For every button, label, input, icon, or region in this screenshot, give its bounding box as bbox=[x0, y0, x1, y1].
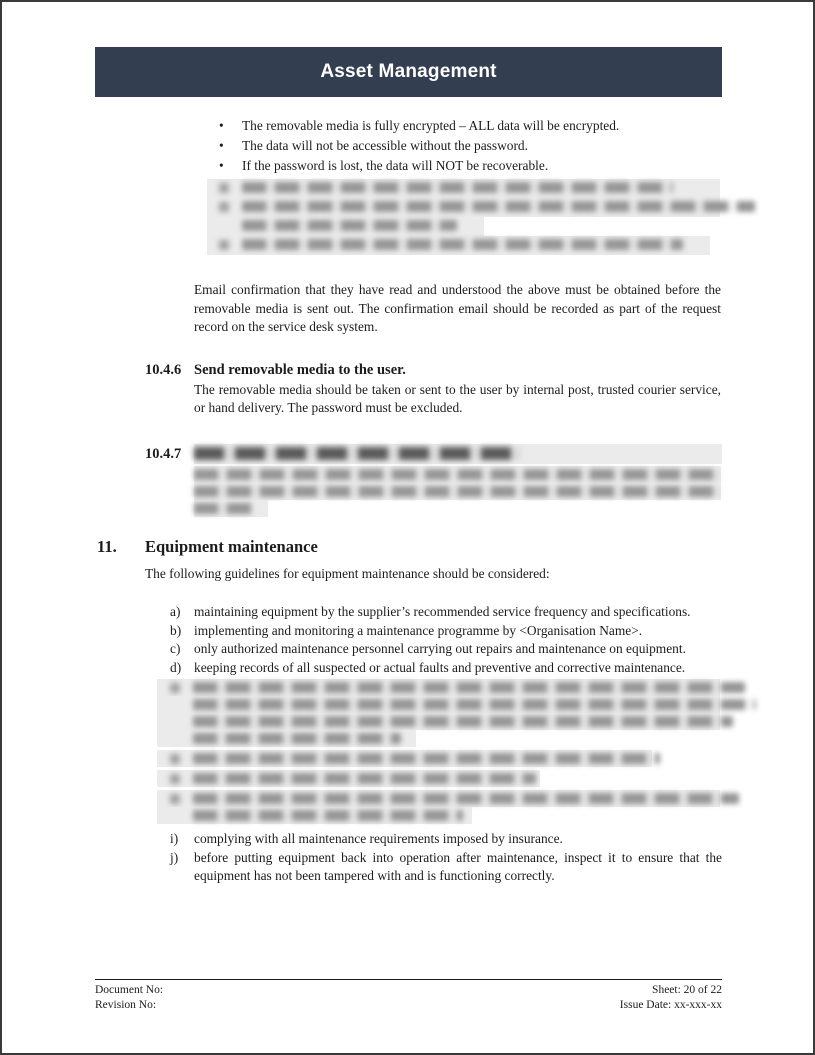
list-item bbox=[170, 622, 722, 641]
page-content bbox=[95, 47, 722, 886]
redacted-text-line bbox=[242, 239, 683, 250]
heading-10-4-6 bbox=[145, 360, 722, 380]
redacted-section-title bbox=[194, 444, 722, 464]
redacted-text-line bbox=[194, 447, 521, 460]
section-11-intro: The following guidelines for equipment maintenance should be considered: bbox=[145, 565, 550, 581]
list-item bbox=[170, 849, 722, 886]
list-item bbox=[219, 136, 722, 156]
section-number: 10.4.6 bbox=[145, 361, 182, 378]
item-text: before putting equipment back into operation after maintenance, inspect it to ensure that the equipment has not been tampered with and is functioning correctly. bbox=[194, 849, 722, 883]
maintenance-guideline-list-continued bbox=[170, 830, 722, 886]
encryption-bullet-list bbox=[219, 116, 722, 176]
redacted-text-line bbox=[193, 682, 745, 693]
document-no-label: Document No: bbox=[95, 984, 164, 996]
redacted-text-line bbox=[193, 810, 463, 821]
redacted-text-line bbox=[194, 486, 721, 497]
redacted-numbered-list bbox=[207, 179, 720, 255]
item-marker: c) bbox=[170, 641, 181, 656]
issue-date: Issue Date: xx-xxx-xx bbox=[619, 998, 722, 1011]
list-item bbox=[219, 116, 722, 136]
redacted-text-line bbox=[194, 469, 721, 480]
item-marker: i) bbox=[170, 831, 179, 846]
redacted-text-line bbox=[193, 793, 739, 804]
section-title: Equipment maintenance bbox=[145, 536, 318, 556]
section-10-4-6-body: The removable media should be taken or sent to the user by internal post, trusted courier service, or hand delivery. The password must be excluded. bbox=[194, 381, 721, 415]
bullet-icon: • bbox=[219, 158, 224, 173]
item-text: implementing and monitoring a maintenance programme by <Organisation Name>. bbox=[194, 622, 643, 638]
section-title: Send removable media to the user. bbox=[194, 361, 406, 378]
redacted-list-marker bbox=[219, 240, 229, 250]
item-marker: a) bbox=[170, 604, 181, 619]
redacted-list-marker bbox=[170, 774, 180, 784]
section-number: 10.4.7 bbox=[145, 445, 182, 462]
page-footer bbox=[95, 979, 722, 1012]
redacted-text-line bbox=[193, 773, 536, 784]
bullet-text: If the password is lost, the data will NOT be recoverable. bbox=[242, 158, 549, 173]
item-marker: d) bbox=[170, 659, 182, 675]
document-title-banner bbox=[95, 47, 722, 97]
redacted-list-items-e-to-h bbox=[157, 679, 720, 824]
redacted-text-line bbox=[242, 220, 457, 231]
sheet-number: Sheet: 20 of 22 bbox=[652, 984, 722, 996]
item-marker: b) bbox=[170, 622, 182, 638]
redacted-list-marker bbox=[219, 202, 229, 212]
item-text: only authorized maintenance personnel carrying out repairs and maintenance on equipment. bbox=[194, 641, 686, 656]
list-item bbox=[170, 659, 722, 678]
heading-10-4-7 bbox=[145, 444, 722, 464]
redacted-text-line bbox=[194, 503, 252, 514]
list-item bbox=[219, 156, 722, 176]
item-marker: j) bbox=[170, 849, 179, 865]
revision-no-label: Revision No: bbox=[95, 998, 157, 1011]
footer-right bbox=[620, 983, 722, 1012]
redacted-text-line bbox=[193, 753, 660, 764]
section-number: 11. bbox=[97, 536, 117, 556]
list-item bbox=[170, 603, 722, 622]
bullet-icon: • bbox=[219, 138, 224, 153]
document-title: Asset Management bbox=[320, 61, 497, 82]
email-confirmation-paragraph: Email confirmation that they have read and understood the above must be obtained before the removable media is sent out. The confirmation email should be recorded as part of the request record on the service desk system. bbox=[194, 282, 721, 334]
item-text: maintaining equipment by the supplier’s recommended service frequency and specifications. bbox=[194, 604, 691, 619]
item-text: complying with all maintenance requirements imposed by insurance. bbox=[194, 831, 563, 846]
list-item bbox=[170, 640, 722, 659]
item-text: keeping records of all suspected or actual faults and preventive and corrective maintenance. bbox=[194, 659, 686, 675]
bullet-text: The removable media is fully encrypted – ALL data will be encrypted. bbox=[242, 118, 620, 133]
list-item bbox=[170, 830, 722, 849]
heading-11 bbox=[97, 537, 722, 557]
redacted-text-line bbox=[193, 716, 733, 727]
redacted-text-line bbox=[193, 733, 401, 744]
redacted-text-line bbox=[242, 182, 673, 193]
redacted-list-marker bbox=[170, 754, 180, 764]
redacted-list-marker bbox=[170, 794, 180, 804]
redacted-text-line bbox=[242, 201, 755, 212]
bullet-icon: • bbox=[219, 118, 224, 133]
bullet-text: The data will not be accessible without the password. bbox=[242, 138, 528, 153]
maintenance-guideline-list bbox=[170, 603, 722, 677]
footer-left bbox=[95, 983, 163, 1012]
redacted-section-body bbox=[194, 466, 721, 517]
redacted-list-marker bbox=[170, 683, 180, 693]
redacted-text-line bbox=[193, 699, 756, 710]
redacted-list-marker bbox=[219, 183, 229, 193]
